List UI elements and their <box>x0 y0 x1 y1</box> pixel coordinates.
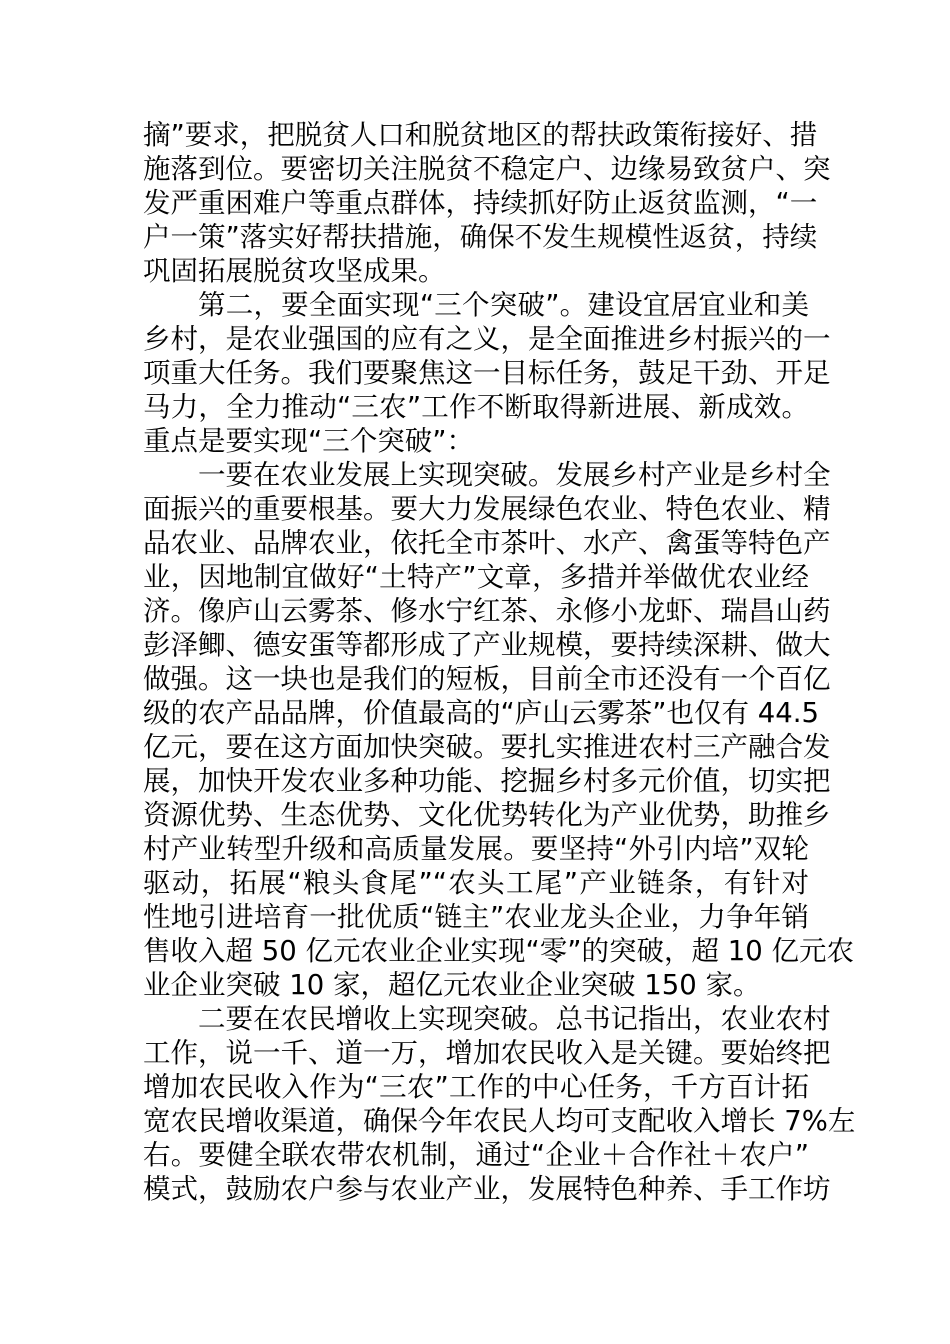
text-line: 业企业突破 10 家，超亿元农业企业突破 150 家。 <box>143 969 761 1001</box>
text-line: 马力，全力推动“三农”工作不断取得新进展、新成效。 <box>143 391 809 423</box>
document-body <box>143 118 856 1206</box>
text-line: 亿元，要在这方面加快突破。要扎实推进农村三产融合发 <box>143 731 831 763</box>
text-line: 性地引进培育一批优质“链主”农业龙头企业，力争年销 <box>143 901 809 933</box>
text-line: 级的农产品品牌，价值最高的“庐山云雾茶”也仅有 44.5 <box>143 697 819 729</box>
text-line: 宽农民增收渠道，确保今年农民人均可支配收入增长 7%左 <box>143 1105 856 1137</box>
text-line: 济。像庐山云雾茶、修水宁红茶、永修小龙虾、瑞昌山药 <box>143 595 831 627</box>
text-line: 户一策”落实好帮扶措施，确保不发生规模性返贫，持续 <box>143 221 818 253</box>
text-line: 模式，鼓励农户参与农业产业，发展特色种养、手工作坊 <box>143 1173 831 1205</box>
text-line: 工作，说一千、道一万，增加农民收入是关键。要始终把 <box>143 1037 831 1069</box>
text-line: 做强。这一块也是我们的短板，目前全市还没有一个百亿 <box>143 663 831 695</box>
text-line: 一要在农业发展上实现突破。发展乡村产业是乡村全 <box>198 459 831 491</box>
text-line: 面振兴的重要根基。要大力发展绿色农业、特色农业、精 <box>143 493 831 525</box>
text-line: 巩固拓展脱贫攻坚成果。 <box>143 255 446 287</box>
text-line: 村产业转型升级和高质量发展。要坚持“外引内培”双轮 <box>143 833 809 865</box>
text-line: 施落到位。要密切关注脱贫不稳定户、边缘易致贫户、突 <box>143 153 831 185</box>
text-line: 售收入超 50 亿元农业企业实现“零”的突破，超 10 亿元农 <box>143 935 854 967</box>
text-line: 重点是要实现“三个突破”： <box>143 425 474 457</box>
text-line: 乡村，是农业强国的应有之义，是全面推进乡村振兴的一 <box>143 323 831 355</box>
text-line: 增加农民收入作为“三农”工作的中心任务，千方百计拓 <box>143 1071 809 1103</box>
text-line: 彭泽鲫、德安蛋等都形成了产业规模，要持续深耕、做大 <box>143 629 831 661</box>
text-line: 摘”要求，把脱贫人口和脱贫地区的帮扶政策衔接好、措 <box>143 119 818 151</box>
text-line: 项重大任务。我们要聚焦这一目标任务，鼓足干劲、开足 <box>143 357 831 389</box>
text-line: 业，因地制宜做好“土特产”文章，多措并举做优农业经 <box>143 561 809 593</box>
text-line: 右。要健全联农带农机制，通过“企业＋合作社＋农户” <box>143 1139 809 1171</box>
text-line: 资源优势、生态优势、文化优势转化为产业优势，助推乡 <box>143 799 831 831</box>
text-line: 第二，要全面实现“三个突破”。建设宜居宜业和美 <box>198 289 809 321</box>
text-line: 二要在农民增收上实现突破。总书记指出，农业农村 <box>198 1003 831 1035</box>
text-line: 品农业、品牌农业，依托全市茶叶、水产、禽蛋等特色产 <box>143 527 831 559</box>
text-line: 发严重困难户等重点群体，持续抓好防止返贫监测，“一 <box>143 187 818 219</box>
text-line: 展，加快开发农业多种功能、挖掘乡村多元价值，切实把 <box>143 765 831 797</box>
text-line: 驱动，拓展“粮头食尾”“农头工尾”产业链条，有针对 <box>143 867 809 899</box>
